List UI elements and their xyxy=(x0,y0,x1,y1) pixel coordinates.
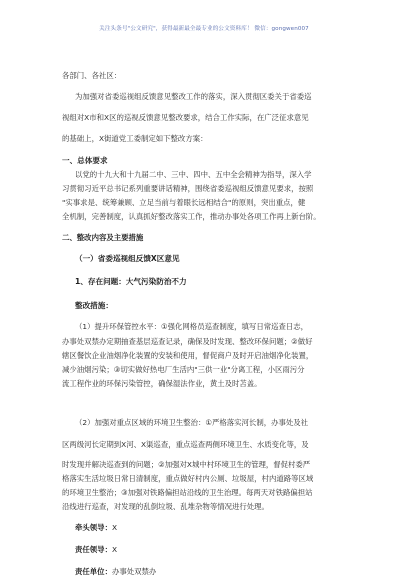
subsection-heading: （一）省委巡视组反馈X区意见 xyxy=(75,254,180,263)
paragraph-line: "实事求是、统筹兼顾、立足当前与着眼长远相结合"的原则，突出重点，健 xyxy=(62,198,306,207)
responsible-unit-label: 责任单位： xyxy=(75,567,112,576)
responsible-leader-field xyxy=(75,544,117,555)
intro-line: 为加强对省委巡视组反馈意见整改工作的落实，深入贯彻区委关于省委巡 xyxy=(75,92,312,101)
measure-line: 的环境卫生整治；③加强对铁路偏担站沿线的卫生治理。每两天对铁路偏担站 xyxy=(62,488,313,497)
measures-label: 整改措施： xyxy=(75,301,113,310)
responsible-unit-value: 办事处双禁办 xyxy=(111,567,157,576)
measure-line: 办事处双禁办定期抽查基层巡查记录，确保及时发现、整改环保问题；②做好 xyxy=(62,337,313,346)
section-heading: 一、总体要求 xyxy=(62,156,108,165)
responsible-unit-field xyxy=(75,566,156,577)
paragraph-line: 习贯彻习近平总书记系列重要讲话精神，围绕省委巡视组反馈意见要求，按照 xyxy=(62,184,314,193)
measure-line: （1）提升环保管控水平：①强化网格员巡查制度，填写日常巡查日志， xyxy=(75,322,309,331)
section-heading: 二、整改内容及主要措施 xyxy=(62,233,144,242)
lead-leader-value: X xyxy=(111,523,118,532)
header-banner: 关注头条号"公文研究"，获得最新最全最专业的公文资料库！ 微信：gongwen007 xyxy=(99,26,309,32)
paragraph-line: 全机制，完善制度，认真抓好整改落实工作，推动办事处各项工作再上新台阶。 xyxy=(62,212,321,221)
measure-line: 格落实生活垃圾日常日清制度，重点做好村内公厕、垃圾屋，村内道路等区域 xyxy=(62,474,314,483)
item-heading: 1、存在问题：大气污染防治不力 xyxy=(75,277,187,286)
lead-leader-field xyxy=(75,522,117,533)
lead-leader-label: 牵头领导： xyxy=(75,523,112,532)
greeting: 各部门、各社区： xyxy=(62,71,122,80)
responsible-leader-label: 责任领导： xyxy=(75,545,112,554)
responsible-leader-value: X xyxy=(111,545,118,554)
measure-line: 沿线进行巡查，对发现的乱倒垃圾、乱堆杂物等情况进行处理。 xyxy=(62,502,269,511)
intro-line: 的基础上，X街道党工委制定如下整改方案： xyxy=(62,134,208,143)
measure-line: 辖区餐饮企业油烟净化装置的安装和使用，督促商户及时开启油烟净化装置， xyxy=(62,351,314,360)
measure-line: 时发现并解决巡查到的问题；②加强对X城中村环境卫生的管理，督促村委严 xyxy=(62,460,311,469)
intro-line: 视组对X市和X区的巡视反馈意见整改要求，结合工作实际，在广泛征求意见 xyxy=(62,113,309,122)
measure-line: 流工程作业的环保污染管控，确保湿法作业，黄土及时苫盖。 xyxy=(62,379,262,388)
paragraph-line: 以党的十九大和十九届二中、三中、四中、五中全会精神为指导，深入学 xyxy=(75,170,312,179)
measure-line: 减少油烟污染；③切实做好热电厂生活内"三供一业"分离工程，小区雨污分 xyxy=(62,365,305,374)
measure-line: （2）加强对重点区域的环境卫生整治：①严格落实河长制，办事处及社 xyxy=(75,418,309,427)
measure-line: 区两级河长定期到X河、X渠巡查，重点巡查两侧环境卫生、水质变化等，及 xyxy=(62,440,309,449)
